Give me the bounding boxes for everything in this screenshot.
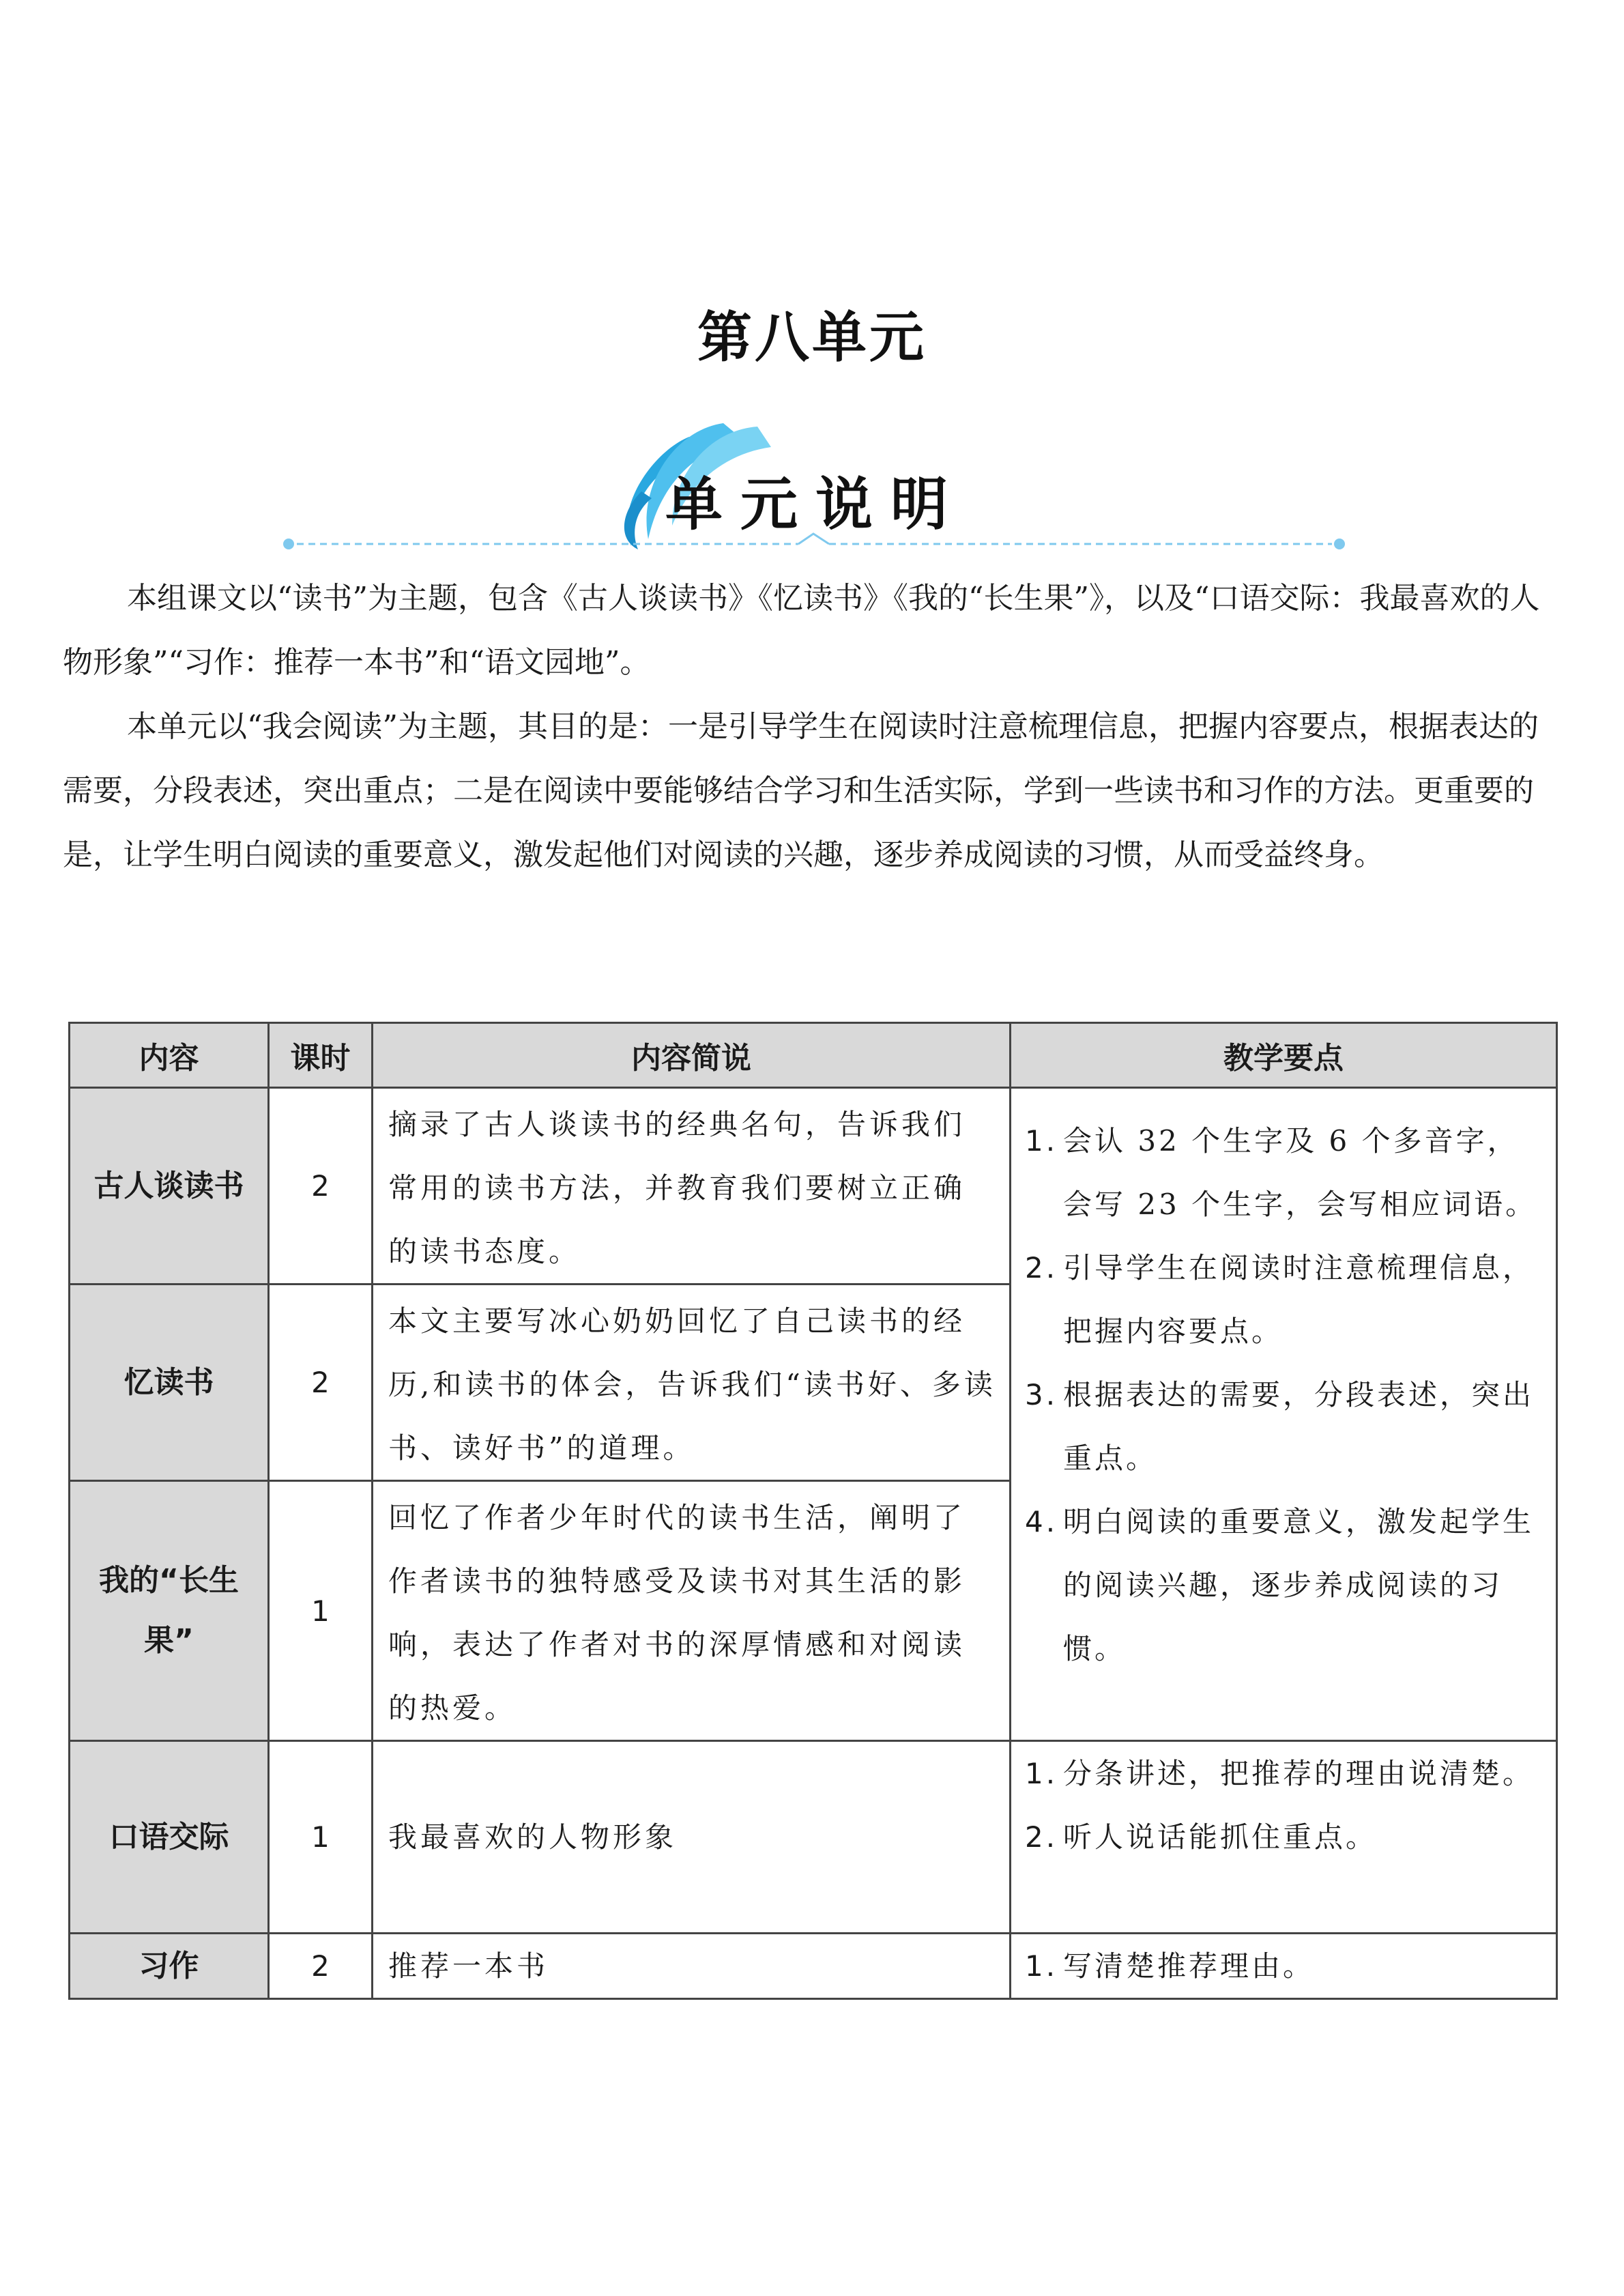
lesson-hours: 2 [269, 1285, 373, 1481]
intro-paragraph-2: 本单元以“我会阅读”为主题，其目的是：一是引导学生在阅读时注意梳理信息，把握内容要点，根据表达的需要，分段表述，突出重点；二是在阅读中要能够结合学习和生活实际，学到一些读书和习作的方法。更重要的是，让学生明白阅读的重要意义，激发起他们对阅读的兴趣，逐步养成阅读的习惯，从而受益终身。 [63, 709, 1539, 872]
intro-text [63, 566, 1543, 887]
lesson-summary: 本文主要写冰心奶奶回忆了自己读书的经历,和读书的体会，告诉我们“读书好、多读书、读好书”的道理。 [373, 1285, 1011, 1481]
key-point: 2. 引导学生在阅读时注意梳理信息，把握内容要点。 [1025, 1251, 1535, 1348]
section-title: 单元说明 [665, 471, 966, 538]
key-points-group-3 [1011, 1934, 1557, 1999]
table-header-row [70, 1023, 1557, 1088]
lesson-name: 古人谈读书 [70, 1088, 269, 1285]
lesson-name: 口语交际 [70, 1741, 269, 1934]
lesson-summary: 推荐一本书 [373, 1934, 1011, 1999]
key-point: 1. 分条讲述，把推荐的理由说清楚。 [1025, 1757, 1535, 1790]
header-content: 内容 [70, 1023, 269, 1088]
key-point: 1. 写清楚推荐理由。 [1025, 1949, 1315, 1983]
section-banner [0, 410, 1624, 560]
header-hours: 课时 [269, 1023, 373, 1088]
intro-paragraph-1: 本组课文以“读书”为主题，包含《古人谈读书》《忆读书》《我的“长生果”》，以及“口语交际：我最喜欢的人物形象”“习作：推荐一本书”和“语文园地”。 [63, 581, 1540, 680]
key-points-group-1 [1011, 1088, 1557, 1741]
key-points-group-2 [1011, 1741, 1557, 1934]
lesson-name: 忆读书 [70, 1285, 269, 1481]
key-point: 4. 明白阅读的重要意义，激发起学生的阅读兴趣，逐步养成阅读的习惯。 [1025, 1505, 1535, 1665]
lesson-name: 我的“长生果” [70, 1481, 269, 1741]
key-point: 3. 根据表达的需要，分段表述，突出重点。 [1025, 1378, 1535, 1475]
key-point: 2. 听人说话能抓住重点。 [1025, 1820, 1378, 1854]
header-key-points: 教学要点 [1011, 1023, 1557, 1088]
table-row [70, 1741, 1557, 1934]
header-summary: 内容简说 [373, 1023, 1011, 1088]
table-row [70, 1088, 1557, 1285]
lesson-name: 习作 [70, 1934, 269, 1999]
lesson-summary: 摘录了古人谈读书的经典名句，告诉我们常用的读书方法，并教育我们要树立正确的读书态度。 [373, 1088, 1011, 1285]
lesson-hours: 1 [269, 1741, 373, 1934]
unit-title: 第八单元 [697, 306, 927, 369]
lesson-hours: 2 [269, 1934, 373, 1999]
lesson-summary: 我最喜欢的人物形象 [373, 1741, 1011, 1934]
key-point: 1. 会认 32 个生字及 6 个多音字，会写 23 个生字，会写相应词语。 [1025, 1124, 1537, 1221]
lesson-hours: 1 [269, 1481, 373, 1741]
table-row [70, 1934, 1557, 1999]
lesson-hours: 2 [269, 1088, 373, 1285]
lesson-summary: 回忆了作者少年时代的读书生活，阐明了作者读书的独特感受及读书对其生活的影响，表达了作者对书的深厚情感和对阅读的热爱。 [373, 1481, 1011, 1741]
lesson-plan-table [68, 1022, 1558, 2000]
